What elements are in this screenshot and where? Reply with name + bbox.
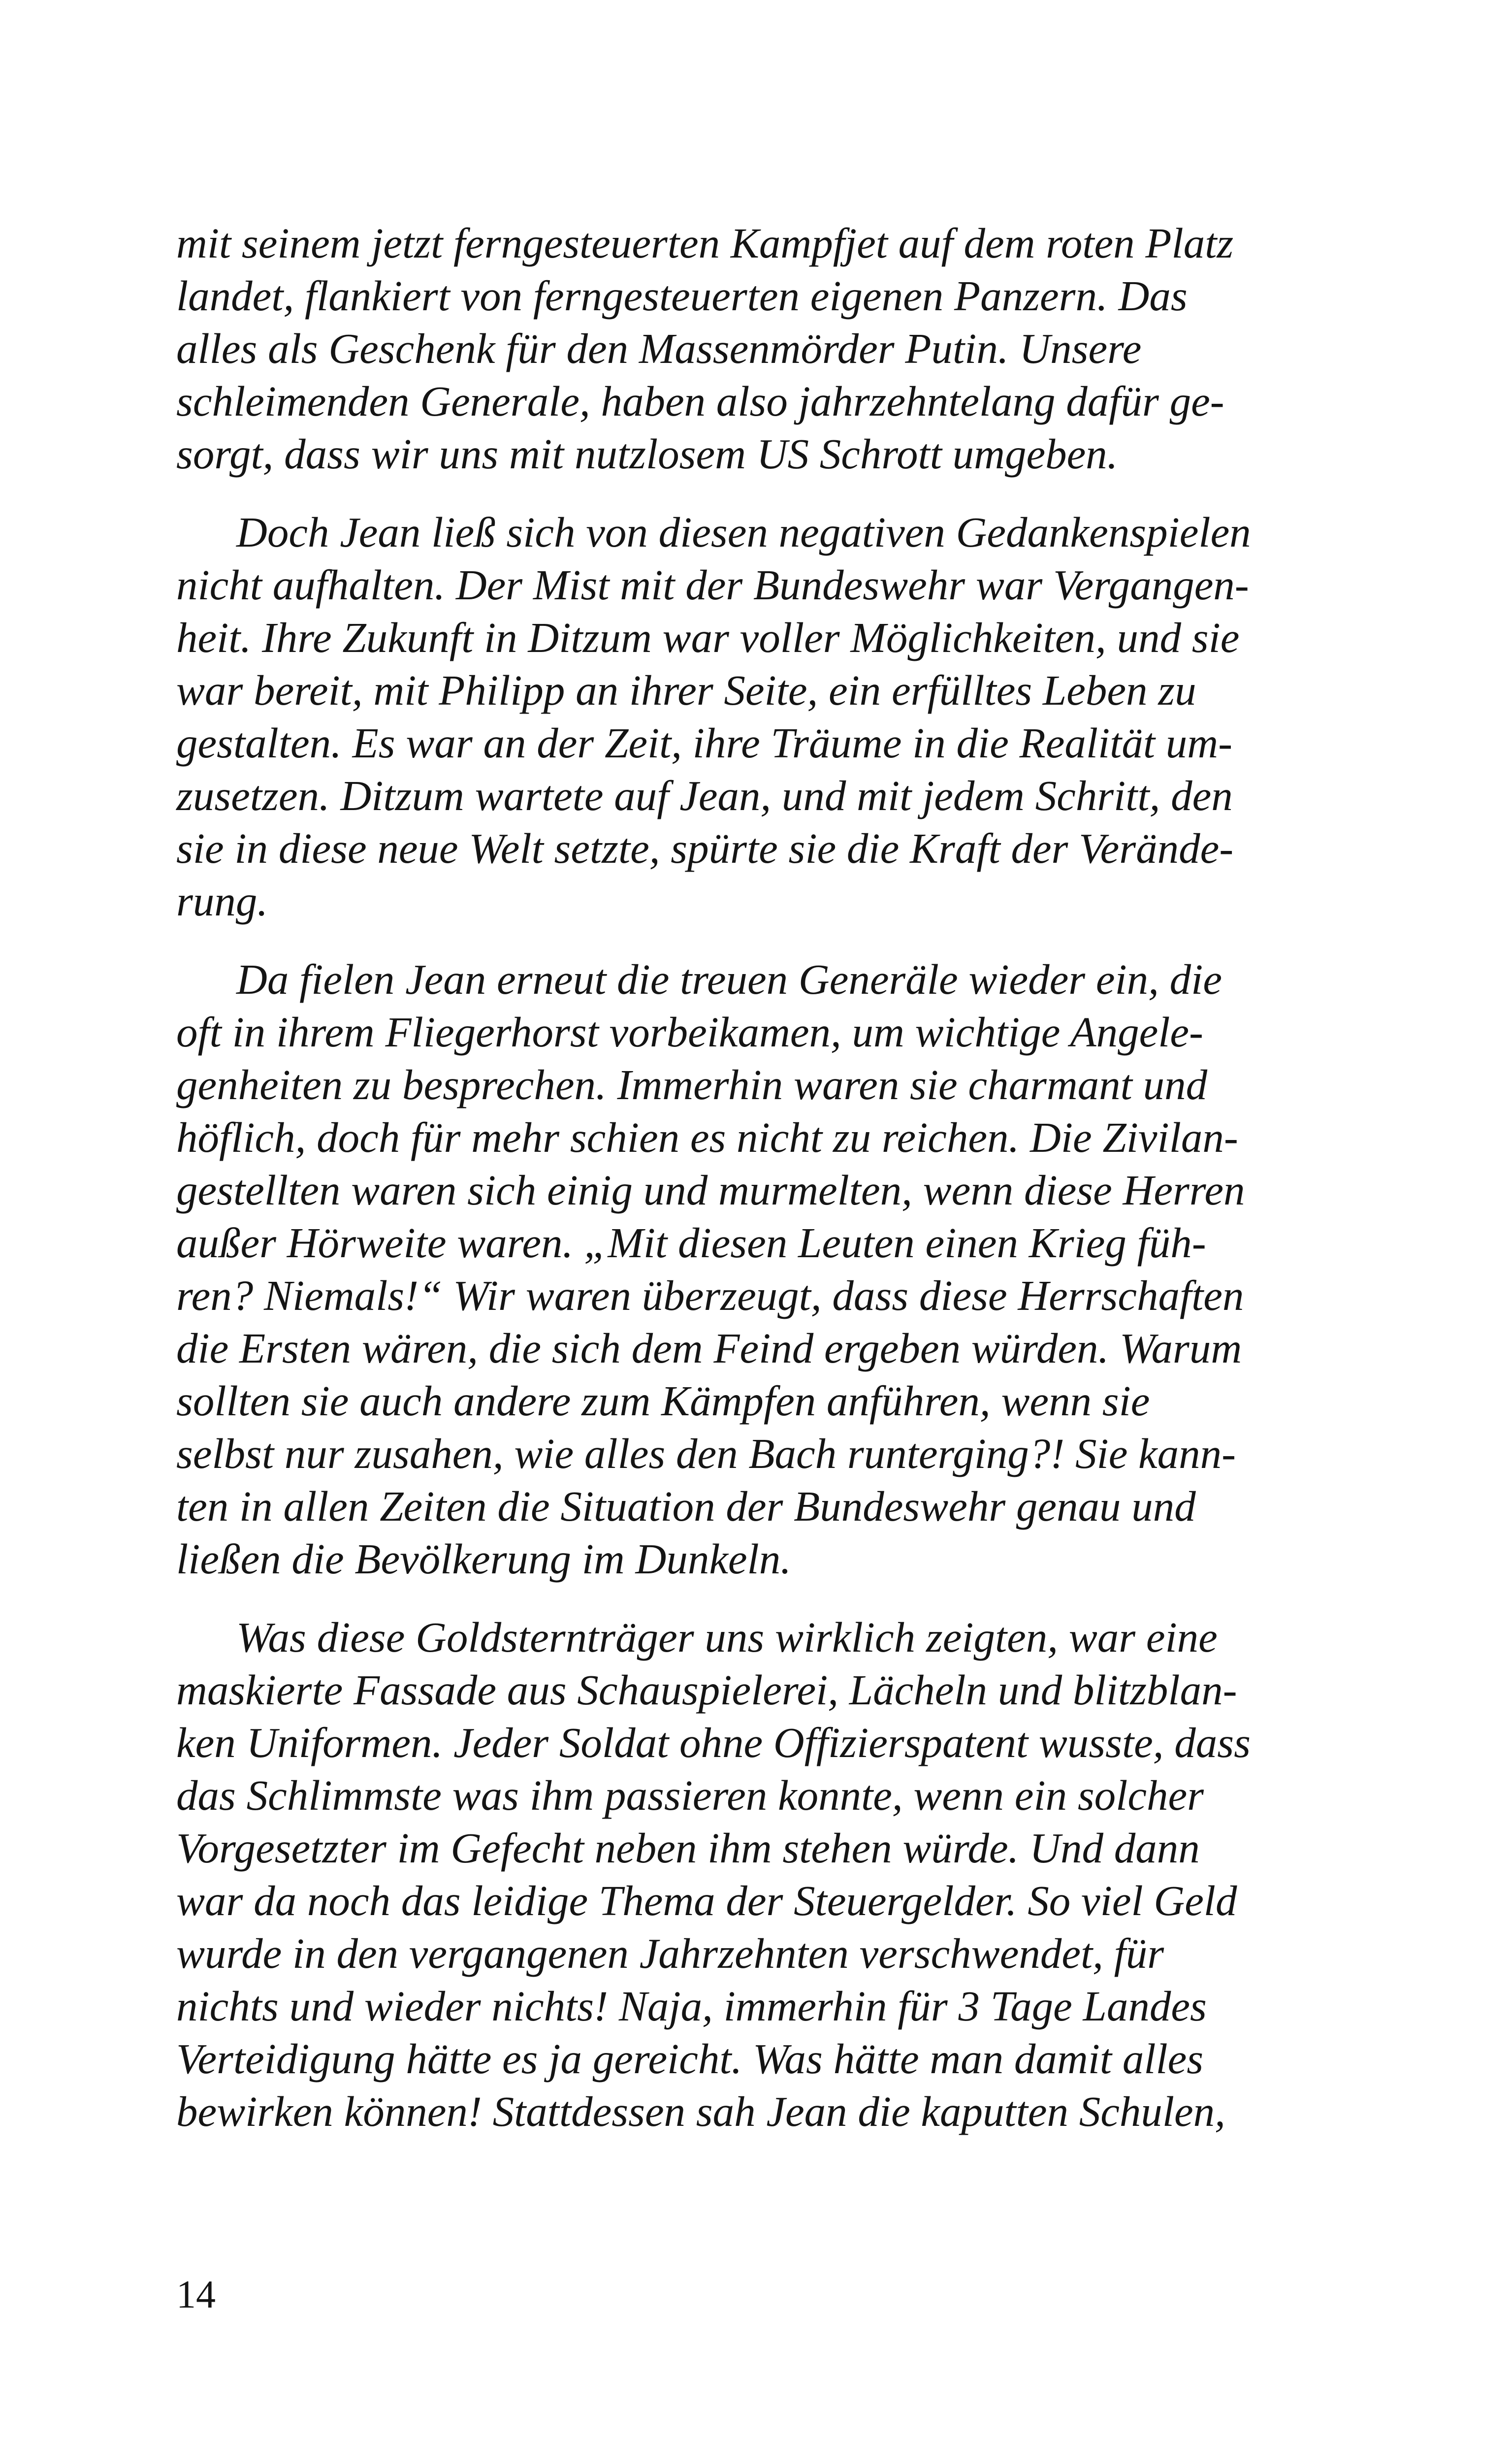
text-line: landet, flankiert von ferngesteuerten eigenen Panzern. Das (176, 272, 1188, 320)
paragraph-1 (176, 217, 1323, 480)
text-line: Verteidigung hätte es ja gereicht. Was hätte man damit alles (176, 2035, 1204, 2083)
body-text (176, 217, 1323, 2163)
text-line: alles als Geschenk für den Massenmörder Putin. Unsere (176, 325, 1142, 372)
text-line: oft in ihrem Fliegerhorst vorbeikamen, um wichtige Angele- (176, 1008, 1204, 1056)
text-line: Vorgesetzter im Gefecht neben ihm stehen würde. Und dann (176, 1824, 1200, 1872)
text-line: außer Hörweite waren. „Mit diesen Leuten einen Krieg füh- (176, 1219, 1206, 1267)
text-line: wurde in den vergangenen Jahrzehnten verschwendet, für (176, 1929, 1164, 1977)
text-line: rung. (176, 877, 268, 925)
text-line: nicht aufhalten. Der Mist mit der Bundeswehr war Vergangen- (176, 561, 1249, 609)
text-line: gestellten waren sich einig und murmelten, wenn diese Herren (176, 1166, 1245, 1214)
text-line: war da noch das leidige Thema der Steuergelder. So viel Geld (176, 1877, 1237, 1924)
text-line: sorgt, dass wir uns mit nutzlosem US Schrott umgeben. (176, 430, 1118, 478)
text-line: maskierte Fassade aus Schauspielerei, Lächeln und blitzblan- (176, 1666, 1237, 1714)
paragraph-2 (176, 506, 1323, 927)
text-line: mit seinem jetzt ferngesteuerten Kampfjet auf dem roten Platz (176, 219, 1234, 267)
text-line: ließen die Bevölkerung im Dunkeln. (176, 1535, 791, 1583)
text-line: ken Uniformen. Jeder Soldat ohne Offizierspatent wusste, dass (176, 1719, 1251, 1766)
paragraph-4 (176, 1611, 1323, 2138)
text-line: sie in diese neue Welt setzte, spürte sie die Kraft der Verände- (176, 824, 1234, 872)
text-line: schleimenden Generale, haben also jahrzehntelang dafür ge- (176, 377, 1224, 425)
page-number: 14 (176, 2273, 216, 2316)
text-line: Da fielen Jean erneut die treuen Generäle wieder ein, die (236, 955, 1222, 1003)
text-line: ten in allen Zeiten die Situation der Bundeswehr genau und (176, 1482, 1196, 1530)
text-line: Was diese Goldsternträger uns wirklich zeigten, war eine (236, 1613, 1218, 1661)
paragraph-3 (176, 953, 1323, 1585)
text-line: bewirken können! Stattdessen sah Jean die kaputten Schulen, (176, 2087, 1225, 2135)
text-line: war bereit, mit Philipp an ihrer Seite, ein erfülltes Leben zu (176, 666, 1196, 714)
text-line: ren? Niemals!“ Wir waren überzeugt, dass diese Herrschaften (176, 1271, 1244, 1319)
text-line: das Schlimmste was ihm passieren konnte, wenn ein solcher (176, 1771, 1204, 1819)
text-line: zusetzen. Ditzum wartete auf Jean, und mit jedem Schritt, den (176, 772, 1233, 819)
text-line: selbst nur zusahen, wie alles den Bach runterging?! Sie kann- (176, 1430, 1236, 1477)
text-line: höflich, doch für mehr schien es nicht zu reichen. Die Zivilan- (176, 1113, 1238, 1161)
text-line: heit. Ihre Zukunft in Ditzum war voller Möglichkeiten, und sie (176, 614, 1240, 661)
text-line: Doch Jean ließ sich von diesen negativen Gedankenspielen (236, 508, 1251, 556)
text-line: genheiten zu besprechen. Immerhin waren sie charmant und (176, 1061, 1208, 1108)
text-line: sollten sie auch andere zum Kämpfen anführen, wenn sie (176, 1377, 1150, 1425)
text-line: nichts und wieder nichts! Naja, immerhin für 3 Tage Landes (176, 1982, 1207, 2030)
text-line: gestalten. Es war an der Zeit, ihre Träume in die Realität um- (176, 719, 1233, 767)
text-line: die Ersten wären, die sich dem Feind ergeben würden. Warum (176, 1324, 1242, 1372)
